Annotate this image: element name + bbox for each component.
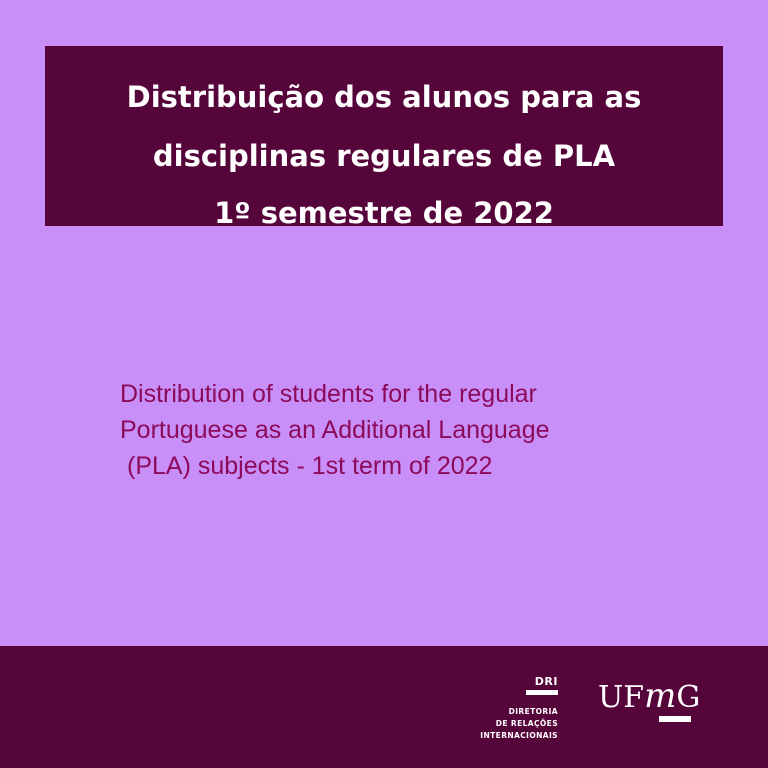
ufmg-logo (598, 676, 733, 721)
title-line-1: Distribuição dos alunos para as (126, 80, 642, 114)
subtitle-line-3: (PLA) subjects - 1st term of 2022 (127, 452, 493, 480)
footer-band (0, 646, 768, 768)
ufmg-logo-m: m (644, 676, 677, 716)
dri-acronym: DRI (534, 675, 558, 688)
title-banner (45, 46, 723, 230)
dri-line-2: DE RELAÇÕES (495, 719, 558, 728)
dri-line-3: INTERNACIONAIS (480, 731, 558, 740)
dri-line-1: DIRETORIA (508, 707, 558, 716)
dri-logo (478, 674, 568, 746)
ufmg-logo-bar (659, 716, 691, 722)
english-subtitle (120, 376, 680, 484)
title-line-2: disciplinas regulares de PLA (152, 139, 616, 173)
dri-full-name (480, 706, 558, 742)
ufmg-logo-uf: UF (598, 680, 645, 715)
ufmg-logo-g: G (676, 680, 701, 715)
title-line-3: 1º semestre de 2022 (214, 196, 554, 230)
dri-logo-bar (526, 690, 558, 695)
subtitle-line-1: Distribution of students for the regular (120, 380, 537, 408)
subtitle-line-2: Portuguese as an Additional Language (120, 416, 550, 444)
